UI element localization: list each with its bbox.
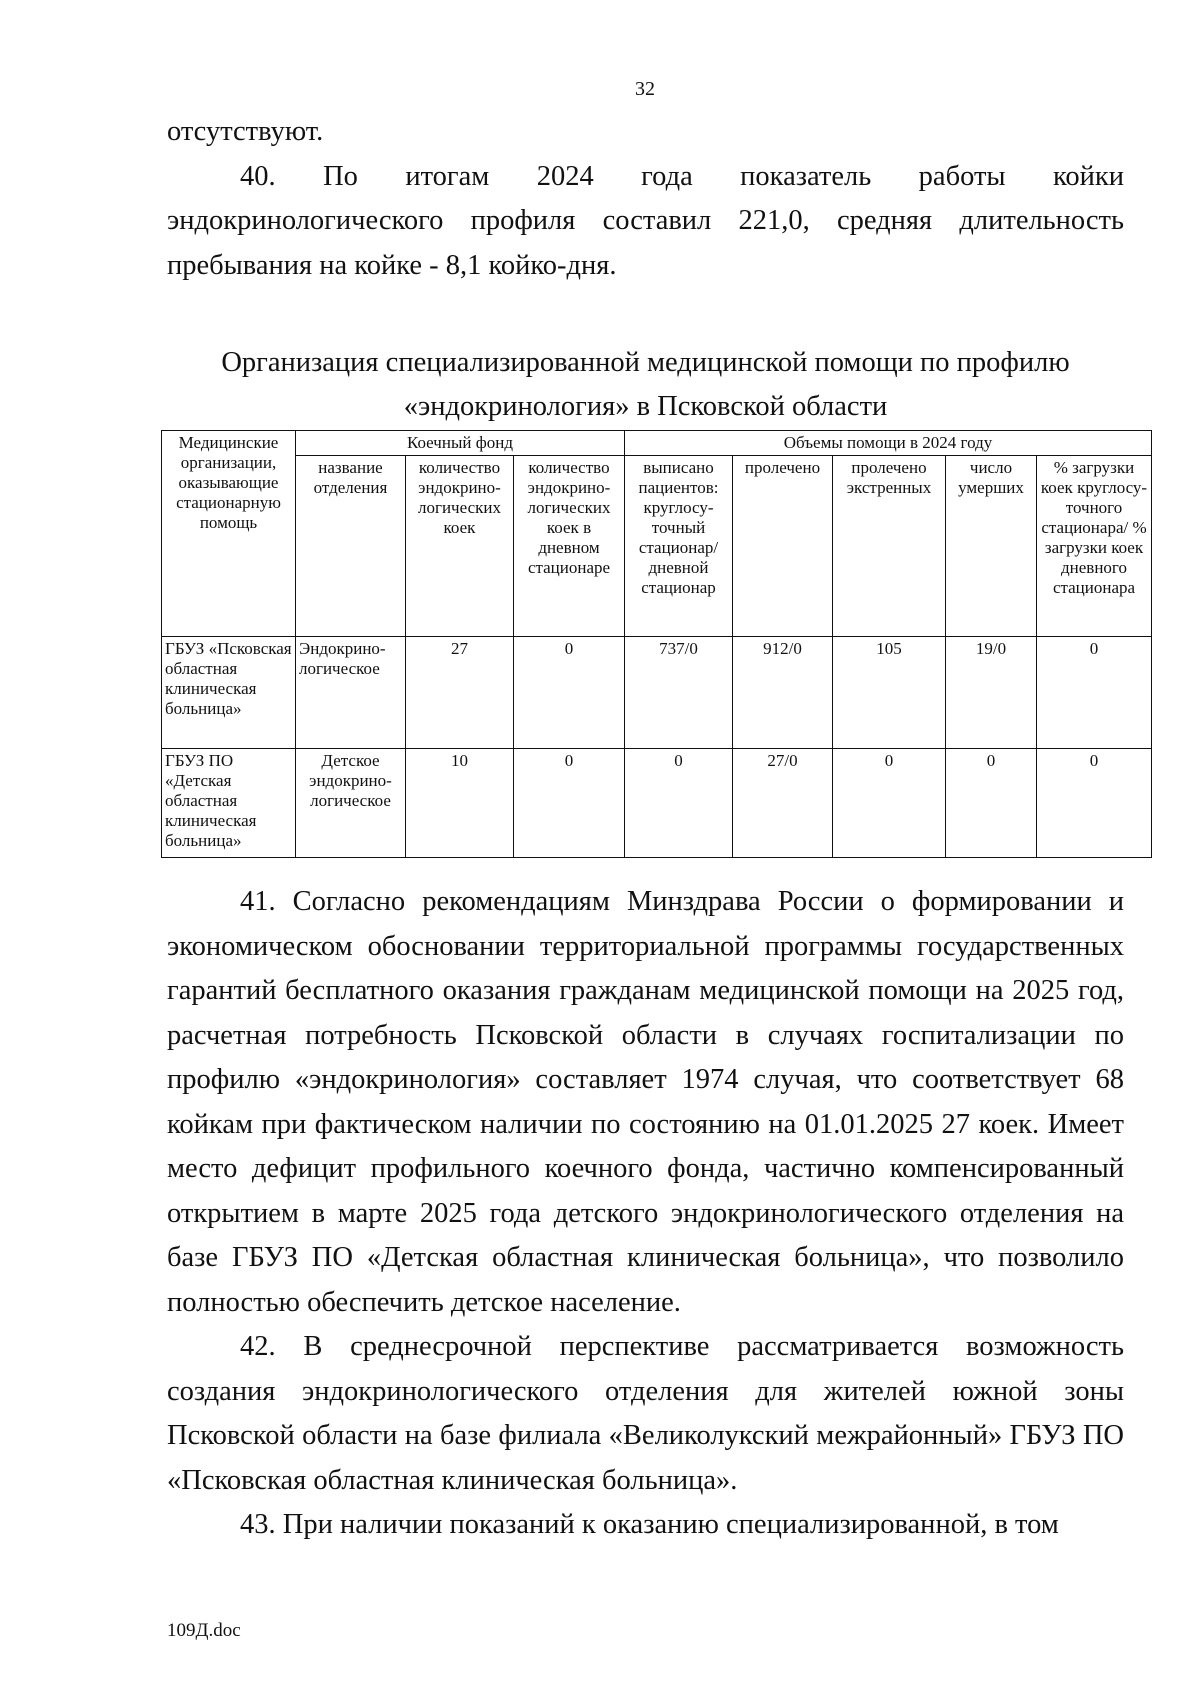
table-row: [162, 749, 1152, 858]
header-discharged: выписано пациентов: круглосу-точный стационар/ дневной стационар: [625, 456, 733, 637]
cell-beds: 27: [406, 637, 514, 749]
header-volumes: Объемы помощи в 2024 году: [625, 431, 1152, 456]
table-row: [162, 637, 1152, 749]
cell-emergency: 105: [833, 637, 946, 749]
paragraph-continuation: отсутствуют.: [167, 116, 324, 147]
page-number: 32: [635, 78, 655, 100]
paragraph-40: 40. По итогам 2024 года показатель работы койки эндокринологического профиля составил 221,0, средняя длительность пребывания на койке - 8,1 койко-дня.: [167, 160, 1124, 281]
text-block-top: [167, 110, 1124, 288]
header-org: Медицинские организации, оказывающие стационарную помощь: [162, 431, 296, 637]
cell-org: ГБУЗ ПО «Детская областная клиническая больница»: [162, 749, 296, 858]
cell-treated: 27/0: [733, 749, 833, 858]
header-treated: пролечено: [733, 456, 833, 637]
endocrinology-table: [161, 430, 1152, 858]
cell-dept: Детское эндокрино-логическое: [296, 749, 406, 858]
table-header-row-1: [162, 431, 1152, 456]
cell-discharged: 0: [625, 749, 733, 858]
paragraph-41: 41. Согласно рекомендациям Минздрава России о формировании и экономическом обосновании территориальной программы государственных гарантий бесплатного оказания гражданам медицинской помощи на 2025 год, расчетная потребность Псковской области в случаях госпитализации по профилю «эндокринология» составляет 1974 случая, что соответствует 68 койкам при фактическом наличии по состоянию на 01.01.2025 27 коек. Имеет место дефицит профильного коечного фонда, частично компенсированный открытием в марте 2025 года детского эндокринологического отделения на базе ГБУЗ ПО «Детская областная клиническая больница», что позволило полностью обеспечить детское население.: [167, 886, 1124, 1318]
cell-discharged: 737/0: [625, 637, 733, 749]
cell-died: 0: [946, 749, 1037, 858]
cell-emergency: 0: [833, 749, 946, 858]
cell-day-beds: 0: [514, 749, 625, 858]
cell-load: 0: [1037, 749, 1152, 858]
header-dept-name: название отделения: [296, 456, 406, 637]
header-emergency: пролечено экстренных: [833, 456, 946, 637]
cell-load: 0: [1037, 637, 1152, 749]
table-header-row-2: [162, 456, 1152, 637]
header-died: число умерших: [946, 456, 1037, 637]
header-beds: количество эндокрино-логических коек: [406, 456, 514, 637]
caption-line-2: «эндокринология» в Псковской области: [403, 391, 888, 422]
footer-filename: 109Д.doc: [167, 1620, 241, 1641]
header-day-beds: количество эндокрино-логических коек в дневном стационаре: [514, 456, 625, 637]
text-block-bottom: [167, 880, 1124, 1548]
paragraph-43: 43. При наличии показаний к оказанию специализированной, в том: [240, 1509, 1059, 1540]
cell-died: 19/0: [946, 637, 1037, 749]
header-load: % загрузки коек круглосу-точного стационара/ % загрузки коек дневного стационара: [1037, 456, 1152, 637]
cell-treated: 912/0: [733, 637, 833, 749]
caption-line-1: Организация специализированной медицинской помощи по профилю: [221, 347, 1070, 378]
paragraph-42: 42. В среднесрочной перспективе рассматривается возможность создания эндокринологического отделения для жителей южной зоны Псковской области на базе филиала «Великолукский межрайонный» ГБУЗ ПО «Псковская областная клиническая больница».: [167, 1331, 1124, 1496]
header-bed-fund: Коечный фонд: [296, 431, 625, 456]
cell-dept: Эндокрино-логическое: [296, 637, 406, 749]
cell-beds: 10: [406, 749, 514, 858]
cell-day-beds: 0: [514, 637, 625, 749]
table-caption: [167, 341, 1124, 429]
cell-org: ГБУЗ «Псковская областная клиническая больница»: [162, 637, 296, 749]
